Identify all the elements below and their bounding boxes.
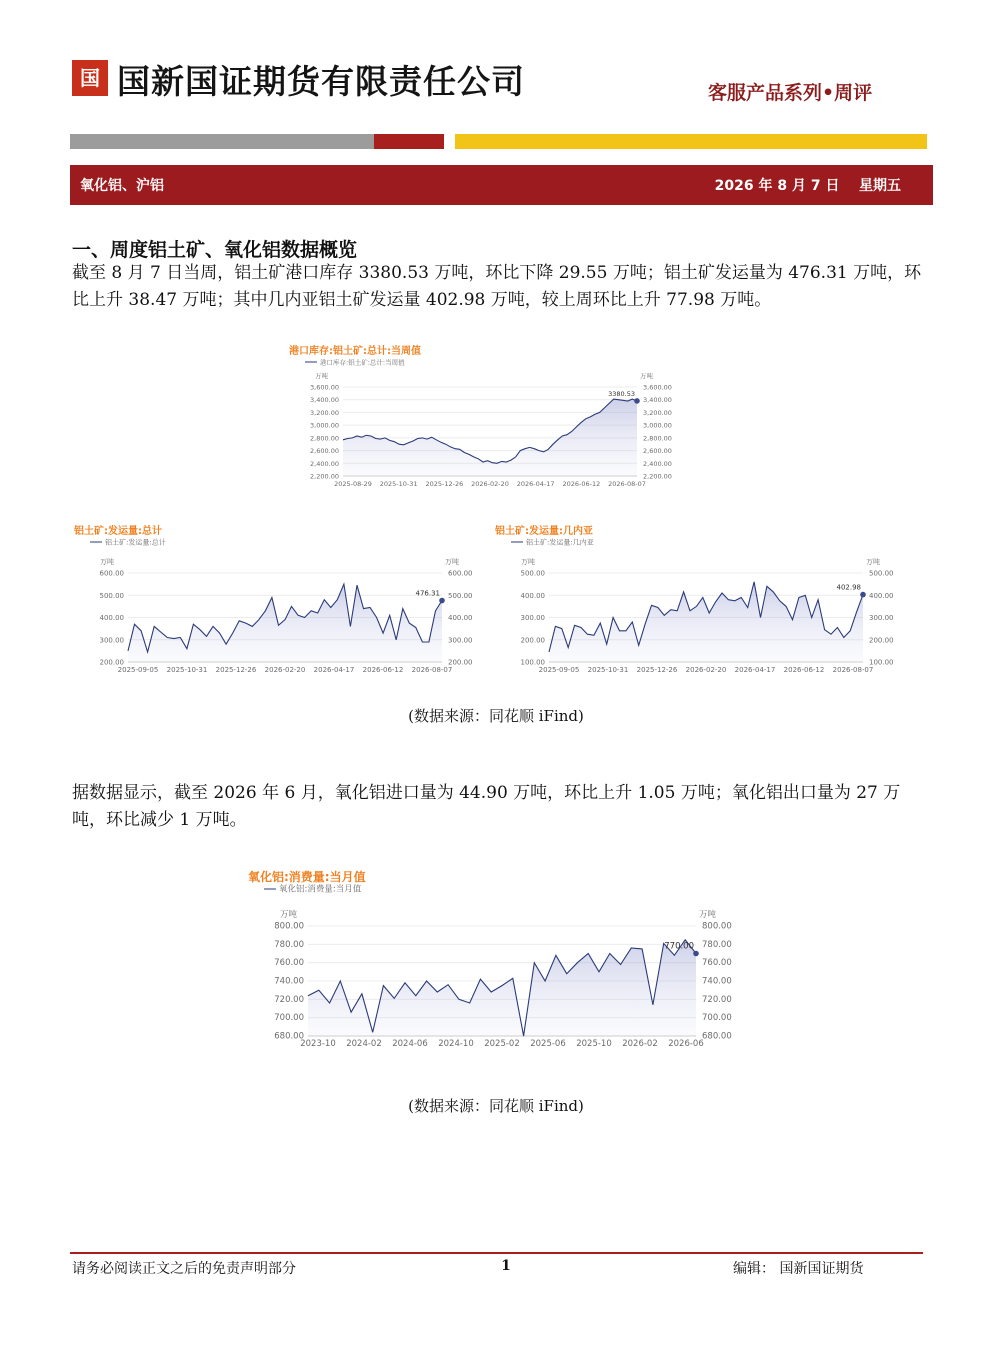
company-logo [72, 60, 108, 126]
y-tick-right: 3,200.00 [643, 408, 672, 417]
banner-products: 氧化铝、沪铝 [80, 178, 164, 194]
y-tick-right: 100.00 [869, 658, 894, 667]
legend-label: 港口库存:铝土矿:总计:当周值 [320, 358, 405, 367]
chart-title: 氧化铝:消费量:当月值 [248, 870, 366, 884]
y-tick-right: 300.00 [869, 614, 894, 622]
y-tick-right: 2,600.00 [643, 447, 672, 456]
last-point-label: 402.98 [836, 583, 861, 592]
x-tick: 2026-04-17 [313, 666, 355, 674]
y-tick-left: 3,400.00 [310, 396, 339, 405]
x-tick: 2026-06 [668, 1039, 704, 1049]
data-source: (数据来源：同花顺 iFind) [408, 707, 584, 725]
y-tick-right: 2,800.00 [643, 434, 672, 443]
unit-label-right: 万吨 [699, 910, 717, 920]
y-tick-left: 760.00 [274, 958, 304, 969]
x-tick: 2026-08-07 [411, 666, 453, 674]
x-tick: 2026-08-07 [832, 666, 874, 674]
y-tick-right: 3,600.00 [643, 383, 672, 392]
y-tick-right: 800.00 [702, 921, 732, 932]
x-tick: 2025-06 [530, 1039, 566, 1049]
y-tick-right: 740.00 [702, 976, 732, 987]
y-tick-right: 3,000.00 [643, 421, 672, 430]
x-tick: 2025-09-05 [117, 666, 159, 674]
last-point-marker [634, 398, 640, 404]
x-tick: 2026-02-20 [471, 480, 509, 488]
y-tick-right: 500.00 [869, 569, 894, 578]
y-tick-left: 3,600.00 [310, 383, 339, 392]
y-tick-right: 200.00 [448, 658, 473, 667]
x-tick: 2024-10 [438, 1039, 474, 1049]
y-tick-left: 3,000.00 [310, 421, 339, 430]
last-point-label: 3380.53 [608, 389, 635, 398]
footer-divider [70, 1252, 923, 1254]
x-tick: 2025-02 [484, 1039, 520, 1049]
last-point-label: 476.31 [415, 589, 440, 598]
chart-shipment-guinea [491, 523, 911, 688]
y-tick-left: 3,200.00 [310, 408, 339, 417]
x-tick: 2024-06 [392, 1039, 428, 1049]
y-tick-left: 100.00 [520, 658, 545, 667]
y-tick-left: 300.00 [520, 614, 545, 622]
y-tick-left: 200.00 [520, 636, 545, 645]
y-tick-right: 760.00 [702, 958, 732, 969]
y-tick-left: 600.00 [99, 569, 124, 578]
x-tick: 2026-08-07 [608, 480, 646, 488]
chart-port-inventory [285, 343, 685, 498]
y-tick-left: 500.00 [99, 591, 124, 600]
y-tick-right: 700.00 [702, 1013, 732, 1024]
y-tick-right: 300.00 [448, 636, 473, 645]
chart-title: 铝土矿:发运量:总计 [74, 526, 162, 537]
y-tick-right: 500.00 [448, 591, 473, 600]
page-number: 1 [501, 1258, 511, 1274]
banner-weekday: 星期五 [859, 178, 901, 194]
x-tick: 2026-02-20 [264, 666, 306, 674]
chart-shipment-total [70, 523, 490, 688]
y-tick-left: 2,200.00 [310, 472, 339, 481]
x-tick: 2025-12-26 [215, 666, 257, 674]
y-tick-right: 400.00 [448, 614, 473, 622]
y-tick-right: 400.00 [869, 591, 894, 600]
x-tick: 2026-02-20 [685, 666, 727, 674]
y-tick-left: 2,600.00 [310, 447, 339, 456]
y-tick-left: 680.00 [274, 1031, 304, 1042]
y-tick-right: 3,400.00 [643, 396, 672, 405]
series-label: 客服产品系列•周评 [708, 82, 873, 104]
last-point-marker [439, 598, 445, 604]
company-name: 国新国证期货有限责任公司 [117, 62, 525, 101]
x-tick: 2025-12-26 [425, 480, 464, 488]
unit-label-left: 万吨 [100, 558, 114, 566]
series-area [549, 582, 863, 662]
chart-alumina-consumption [244, 868, 754, 1060]
banner-date-text: 2026 年 8 月 7 日 [714, 178, 840, 194]
banner-date [715, 175, 901, 195]
series-area [128, 584, 442, 662]
unit-label-left: 万吨 [521, 558, 535, 566]
footer-editor: 编辑： 国新国证期货 [733, 1261, 864, 1277]
x-tick: 2025-10-31 [166, 666, 208, 674]
x-tick: 2026-06-12 [562, 480, 601, 488]
decor-bar-red [374, 134, 444, 149]
x-tick: 2026-06-12 [783, 666, 825, 674]
x-tick: 2025-10 [576, 1039, 612, 1049]
title-banner [70, 165, 933, 205]
chart-svg [285, 343, 685, 498]
x-tick: 2025-08-29 [334, 480, 372, 488]
x-tick: 2026-04-17 [516, 480, 555, 488]
chart-svg [244, 868, 754, 1060]
y-tick-left: 2,800.00 [310, 434, 339, 443]
chart-svg [491, 523, 911, 688]
x-tick: 2026-04-17 [734, 666, 776, 674]
y-tick-right: 720.00 [702, 994, 732, 1005]
section-heading: 一、周度铝土矿、氧化铝数据概览 [72, 239, 358, 261]
x-tick: 2026-02 [622, 1039, 658, 1049]
last-point-marker [860, 592, 866, 598]
y-tick-left: 2,400.00 [310, 459, 339, 468]
y-tick-left: 740.00 [274, 976, 304, 987]
legend-label: 铝土矿:发运量:几内亚 [526, 538, 594, 547]
data-source: (数据来源：同花顺 iFind) [408, 1097, 584, 1115]
y-tick-left: 800.00 [274, 921, 304, 932]
y-tick-right: 200.00 [869, 636, 894, 645]
y-tick-left: 720.00 [274, 994, 304, 1005]
x-tick: 2025-10-31 [587, 666, 629, 674]
footer-disclaimer: 请务必阅读正文之后的免责声明部分 [72, 1261, 296, 1277]
chart-title: 铝土矿:发运量:几内亚 [495, 526, 593, 537]
section2-paragraph: 据数据显示，截至 2026 年 6 月，氧化铝进口量为 44.90 万吨，环比上升 1.05 万吨；氧化铝出口量为 27 万吨，环比减少 1 万吨。 [72, 783, 901, 830]
chart-title: 港口库存:铝土矿:总计:当周值 [289, 346, 421, 357]
last-point-label: 770.00 [664, 941, 694, 952]
x-tick: 2025-12-26 [636, 666, 678, 674]
logo-glyph: 国新 [80, 66, 100, 126]
y-tick-right: 2,400.00 [643, 459, 672, 468]
y-tick-right: 780.00 [702, 939, 732, 950]
unit-label-left: 万吨 [315, 372, 328, 380]
y-tick-left: 500.00 [520, 569, 545, 578]
section1-paragraph: 截至 8 月 7 日当周，铝土矿港口库存 3380.53 万吨，环比下降 29.55 万吨；铝土矿发运量为 476.31 万吨，环比上升 38.47 万吨；其中几内亚铝土矿发运量 402.98 万吨，较上周环比上升 77.98 万吨。 [72, 263, 922, 310]
x-tick: 2025-09-05 [538, 666, 580, 674]
y-tick-right: 600.00 [448, 569, 473, 578]
unit-label-right: 万吨 [866, 558, 880, 566]
series-area [308, 940, 696, 1036]
y-tick-right: 2,200.00 [643, 472, 672, 481]
y-tick-left: 700.00 [274, 1013, 304, 1024]
x-tick: 2025-10-31 [379, 480, 418, 488]
y-tick-left: 200.00 [99, 658, 124, 667]
y-tick-left: 780.00 [274, 939, 304, 950]
y-tick-left: 400.00 [99, 614, 124, 622]
y-tick-left: 300.00 [99, 636, 124, 645]
decor-bar-gold [455, 134, 927, 149]
unit-label-left: 万吨 [280, 910, 298, 920]
last-point-marker [693, 951, 699, 957]
chart-svg [70, 523, 490, 688]
y-tick-right: 680.00 [702, 1031, 732, 1042]
y-tick-left: 400.00 [520, 591, 545, 600]
legend-label: 氧化铝:消费量:当月值 [279, 884, 362, 895]
legend-label: 铝土矿:发运量:总计 [105, 538, 166, 547]
unit-label-right: 万吨 [445, 558, 459, 566]
x-tick: 2023-10 [300, 1039, 336, 1049]
x-tick: 2026-06-12 [362, 666, 404, 674]
x-tick: 2024-02 [346, 1039, 382, 1049]
unit-label-right: 万吨 [640, 372, 653, 380]
